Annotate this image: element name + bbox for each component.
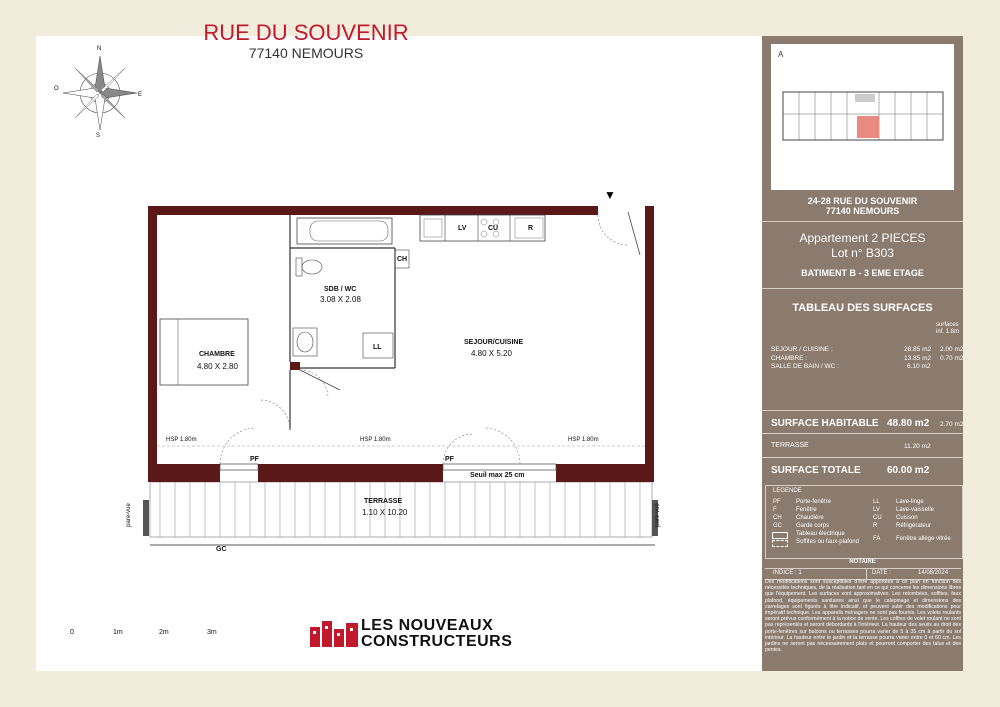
surface-row-label: CHAMBRE :	[771, 355, 808, 362]
legend-text: Chaudière	[796, 515, 824, 521]
pare-vue-left: pare-vue	[125, 503, 132, 527]
compass-o: O	[54, 86, 59, 92]
apartment-type: Appartement 2 PIECES	[799, 231, 926, 245]
surface-row-inf: 2.00 m2	[940, 346, 964, 353]
legend-text: Fenêtre	[796, 507, 817, 513]
legend-title: LEGENDE	[773, 488, 802, 494]
hsp-center: HSP 1.80m	[360, 437, 391, 443]
legend-text: Cuisson	[896, 515, 918, 521]
surface-row-inf: 0.70 m2	[940, 355, 964, 362]
legend-code: LL	[873, 499, 880, 505]
pare-vue-right: pare-vue	[654, 503, 661, 527]
soffite-icon	[772, 540, 788, 547]
legend-code: PF	[773, 499, 781, 505]
terrasse-value: 11.20 m2	[904, 443, 931, 450]
scale-label-0: 0	[70, 629, 74, 636]
hsp-right: HSP 1.80m	[568, 437, 599, 443]
panel-divider	[762, 433, 963, 434]
hsp-left: HSP 1.80m	[166, 437, 197, 443]
scale-label-3: 3m	[207, 629, 217, 636]
legend-text: Fenêtre allège vitrée	[896, 536, 951, 542]
date-label: DATE :	[872, 570, 891, 576]
page-title: RUE DU SOUVENIR	[203, 20, 409, 45]
fixture-ll: LL	[373, 344, 382, 351]
location-thumbnail	[771, 44, 954, 190]
legend-code: R	[873, 523, 878, 529]
room-terrasse-name: TERRASSE	[364, 498, 403, 505]
seuil-note: Seuil max 25 cm	[470, 472, 525, 479]
brand-line-1: LES NOUVEAUX	[361, 617, 494, 634]
entry-marker-icon: ▼	[604, 188, 616, 202]
page-subtitle: 77140 NEMOURS	[248, 45, 364, 61]
legend-code: GC	[773, 523, 782, 529]
indice-date-divider	[866, 568, 867, 579]
date-value: 14/08/2024	[918, 570, 949, 576]
surf-note-1: surfaces	[936, 322, 959, 328]
legend-box	[765, 485, 963, 559]
gc-label: GC	[216, 546, 227, 553]
legend-text: Tableau électrique	[796, 531, 845, 537]
tableau-title: TABLEAU DES SURFACES	[792, 302, 933, 314]
lot-number: Lot n° B303	[831, 246, 894, 260]
scale-label-1: 1m	[113, 629, 123, 636]
surface-row-label: SALLE DE BAIN / WC :	[771, 363, 839, 370]
legend-text: Porte-fenêtre	[796, 499, 832, 505]
legend-text: Garde corps	[796, 523, 830, 529]
legend-text: Lave-linge	[896, 499, 924, 505]
legal-notes: Des modifications sont susceptibles d'être apportées à ce plan en fonction des nécessités techniques, de la réalisation tant en ce qui concerne les dimensions libres que l'équipement. Les surfaces sont approximatives. Les retombées, soffites, faux plafond, équipements sanitaires ainsi que le calepinage et dimensions des carrelages sont figurés à titre indicatif, et peuvent subir des modifications pour impératif technique. Les appareils ménagers ne sont pas fournis. Les volets roulants seront prévus conformément à la notice de vente. Les coffres de volet roulant ne sont pas représentés et seront débordants à l'intérieur. La hauteur des seuils au droit des porte-fenêtres sur balcons ou terrasses pourra varier de 5 à 35 cm à partir du sol intérieur. La hauteur entre le jardin et la terrasse pourra varier entre 0 et 60 cm. Les jardins ne seront pas nécessairement plats et pourront comporter des talus et des pentes.	[765, 579, 961, 654]
compass-e: E	[138, 92, 143, 98]
room-sejour-name: SEJOUR/CUISINE	[464, 339, 524, 346]
surface-row-value: 28.85 m2	[904, 346, 932, 353]
surface-habitable-value: 48.80 m2	[887, 418, 930, 429]
surface-totale-value: 60.00 m2	[887, 465, 930, 476]
batiment-label: BATIMENT B - 3 EME ETAGE	[801, 268, 924, 278]
surface-habitable-inf: 2.70 m2	[940, 421, 964, 428]
room-sdb-name: SDB / WC	[324, 286, 357, 293]
compass-n: N	[97, 46, 102, 52]
legend-code: CU	[873, 515, 882, 521]
fixture-ch: CH	[397, 256, 408, 263]
panel-divider	[762, 288, 963, 289]
room-terrasse-dims: 1.10 X 10.20	[362, 508, 408, 517]
legend-code: FA	[873, 536, 881, 542]
panel-divider	[762, 457, 963, 458]
legend-text: Lave-vaisselle	[896, 507, 935, 513]
address-line-2: 77140 NEMOURS	[825, 206, 900, 216]
address-line-1: 24-28 RUE DU SOUVENIR	[807, 196, 918, 206]
fixture-r: R	[528, 225, 534, 232]
room-chambre-name: CHAMBRE	[199, 351, 235, 358]
panel-divider	[762, 221, 963, 222]
legend-code: CH	[773, 515, 782, 521]
fixture-cu: CU	[488, 225, 499, 232]
room-chambre-dims: 4.80 X 2.80	[197, 362, 238, 371]
fixture-lv: LV	[458, 225, 467, 232]
surface-row-value: 6.10 m2	[907, 363, 931, 370]
surface-habitable-label: SURFACE HABITABLE	[771, 418, 879, 429]
electric-panel-icon	[772, 532, 788, 539]
fixture-pf-center: PF	[445, 456, 454, 463]
brand-logo-icon	[310, 617, 358, 647]
surf-note-2: inf. 1.8m	[936, 329, 960, 335]
legend-code: LV	[873, 507, 880, 513]
notaire-label: NOTAIRE	[849, 559, 876, 565]
legend-text: Soffites ou faux-plafond	[796, 539, 859, 545]
panel-divider	[762, 410, 963, 411]
room-sdb-dims: 3.08 X 2.08	[320, 295, 361, 304]
thumb-label: A	[778, 50, 784, 59]
surface-row-value: 13.85 m2	[904, 355, 932, 362]
room-sejour-dims: 4.80 X 5.20	[471, 349, 512, 358]
fixture-pf-left: PF	[250, 456, 259, 463]
terrasse-label: TERRASSE	[771, 442, 809, 449]
surface-row-label: SEJOUR / CUISINE :	[771, 346, 833, 353]
surface-totale-label: SURFACE TOTALE	[771, 465, 861, 476]
legend-text: Réfrigérateur	[896, 523, 932, 529]
compass-s: S	[96, 133, 101, 139]
scale-label-2: 2m	[159, 629, 169, 636]
indice-label: INDICE : 1	[773, 570, 802, 576]
legend-code: F	[773, 507, 777, 513]
building-plan-thumbnail-icon	[771, 44, 954, 190]
brand-line-2: CONSTRUCTEURS	[361, 633, 513, 650]
